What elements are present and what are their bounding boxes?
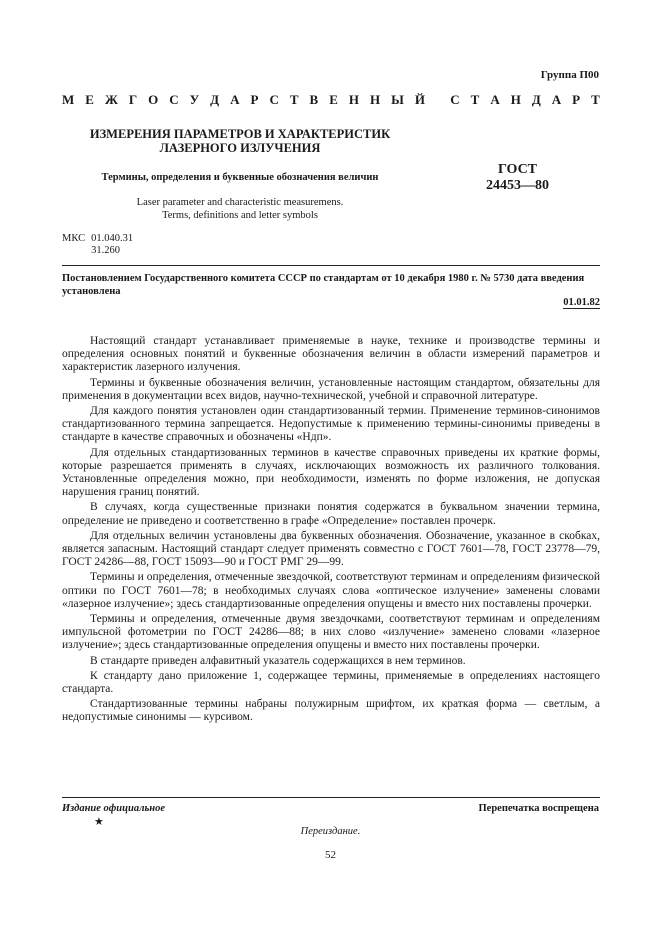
english-title <box>100 196 380 222</box>
banner-letter: А <box>230 92 240 107</box>
banner-letter: М <box>62 92 75 107</box>
banner-letter: Н <box>348 92 359 107</box>
banner-letter: Н <box>510 92 521 107</box>
page-number: 52 <box>325 849 336 861</box>
banner-letter: Р <box>572 92 581 107</box>
official-edition-note: Издание официальное <box>62 803 166 814</box>
reprint-prohibited-note: Перепечатка воспрещена <box>478 803 599 814</box>
gost-number: 24453—80 <box>486 178 549 193</box>
banner-letter: Е <box>85 92 94 107</box>
mks-code-1: 01.040.31 <box>91 233 134 244</box>
paragraph: Для каждого понятия установлен один стандартизованный термин. Применение терминов-синонимов стандартизованного термина запрещается. Недопустимые к применению термины-синонимы приведены в стандарте в качестве справочных и обозначены «Ндп». <box>62 405 600 444</box>
gost-label: ГОСТ <box>497 162 538 177</box>
top-divider <box>62 265 600 266</box>
banner-letter: Й <box>414 92 425 107</box>
mks-codes <box>62 233 133 257</box>
mks-code-2: 31.260 <box>91 245 120 256</box>
banner-letter: Д <box>531 92 541 107</box>
star-icon: ★ <box>94 816 104 828</box>
decree-text: Постановлением Государственного комитета СССР по стандартам от 10 декабря 1980 г. № 5730 дата введения установлена <box>62 273 585 297</box>
document-title <box>85 127 395 155</box>
introduction-date: 01.01.82 <box>563 297 600 308</box>
paragraph: Термины и определения, отмеченные двумя звездочками, соответствуют терминам и определениям импульсной фотометрии по ГОСТ 24286—88; в них слово «излучение» заменено словами «лазерное излучение»; здесь стандартизованные определения опущены и вместо них поставлены прочерки. <box>62 613 600 652</box>
banner-letter: Ж <box>104 92 118 107</box>
paragraph: Для отдельных величин установлены два буквенных обозначения. Обозначение, указанное в скобках, является запасным. Настоящий стандарт следует применять совместно с ГОСТ 7601—78, ГОСТ 23778—79, ГОСТ 24286—88, ГОСТ 15093—90 и ГОСТ РМГ 29—99. <box>62 529 600 569</box>
banner-letter: Д <box>210 92 220 107</box>
mks-code-list <box>91 233 133 257</box>
paragraph: Для отдельных стандартизованных терминов в качестве справочных приведены их краткие формы, которые разрешается применять в случаях, исключающих возможность их различного толкования. Установленные определения можно, при необходимости, изменять по форме изложения, не допуская нарушения границ понятий. <box>62 446 600 499</box>
banner-letter: Т <box>470 92 480 107</box>
banner-letter: С <box>169 92 179 107</box>
banner-letter: Н <box>369 92 381 107</box>
english-title-line-2: Terms, definitions and letter symbols <box>162 210 318 221</box>
paragraph: Настоящий стандарт устанавливает применяемые в науке, технике и производстве термины и определения основных понятий и буквенные обозначения величин в области измерений параметров и характеристик лазерного излучения. <box>62 335 600 374</box>
banner-letter <box>436 92 439 108</box>
interstate-standard-banner <box>62 92 600 108</box>
banner-letter: В <box>309 92 319 107</box>
paragraph: В стандарте приведен алфавитный указатель содержащихся в нем терминов. <box>90 654 466 667</box>
banner-letter: С <box>450 92 460 107</box>
banner-letter: Е <box>329 92 338 107</box>
paragraph: К стандарту дано приложение 1, содержащее термины, применяемые в определениях настоящего стандарта. <box>62 669 600 696</box>
document-subtitle: Термины, определения и буквенные обозначения величин <box>101 172 379 183</box>
banner-letter: Г <box>128 92 138 107</box>
paragraph: В случаях, когда существенные признаки понятия содержатся в буквальном значении термина, определение не приведено и соответственно в графе «Определение» поставлен прочерк. <box>62 501 600 527</box>
banner-letter: А <box>490 92 500 107</box>
banner-letter: Ы <box>391 92 404 107</box>
paragraph: Термины и определения, отмеченные звездочкой, соответствуют терминам и определениям физической оптики по ГОСТ 7601—78; в необходимых случаях слова «оптическое излучение» заменены словами «лазерное излучение»; здесь стандартизованные определения опущены и вместо них поставлены прочерки. <box>62 571 600 610</box>
body-text <box>62 335 600 727</box>
standard-designation <box>470 162 565 194</box>
english-title-line-1: Laser parameter and characteristic measuremens. <box>136 197 344 208</box>
reissue-note: Переиздание. <box>300 826 361 837</box>
banner-letter: Р <box>250 92 259 107</box>
mks-label: МКС <box>62 233 86 244</box>
group-code: Группа П00 <box>540 69 599 81</box>
paragraph: Термины и буквенные обозначения величин, установленные настоящим стандартом, обязательны для применения в документации всех видов, научно-технической, учебной и справочной литературе. <box>62 376 600 402</box>
banner-letter: Т <box>591 92 600 107</box>
banner-letter: У <box>189 92 200 107</box>
bottom-divider <box>62 797 600 798</box>
banner-letter: С <box>269 92 279 107</box>
paragraph: Стандартизованные термины набраны полужирным шрифтом, их краткая форма — светлым, а недопустимые синонимы — курсивом. <box>62 698 600 724</box>
banner-letter: А <box>551 92 562 107</box>
title-line-2: ЛАЗЕРНОГО ИЗЛУЧЕНИЯ <box>159 141 321 155</box>
title-line-1: ИЗМЕРЕНИЯ ПАРАМЕТРОВ И ХАРАКТЕРИСТИК <box>89 127 391 141</box>
banner-letter: Т <box>289 92 299 107</box>
banner-letter: О <box>148 92 159 107</box>
